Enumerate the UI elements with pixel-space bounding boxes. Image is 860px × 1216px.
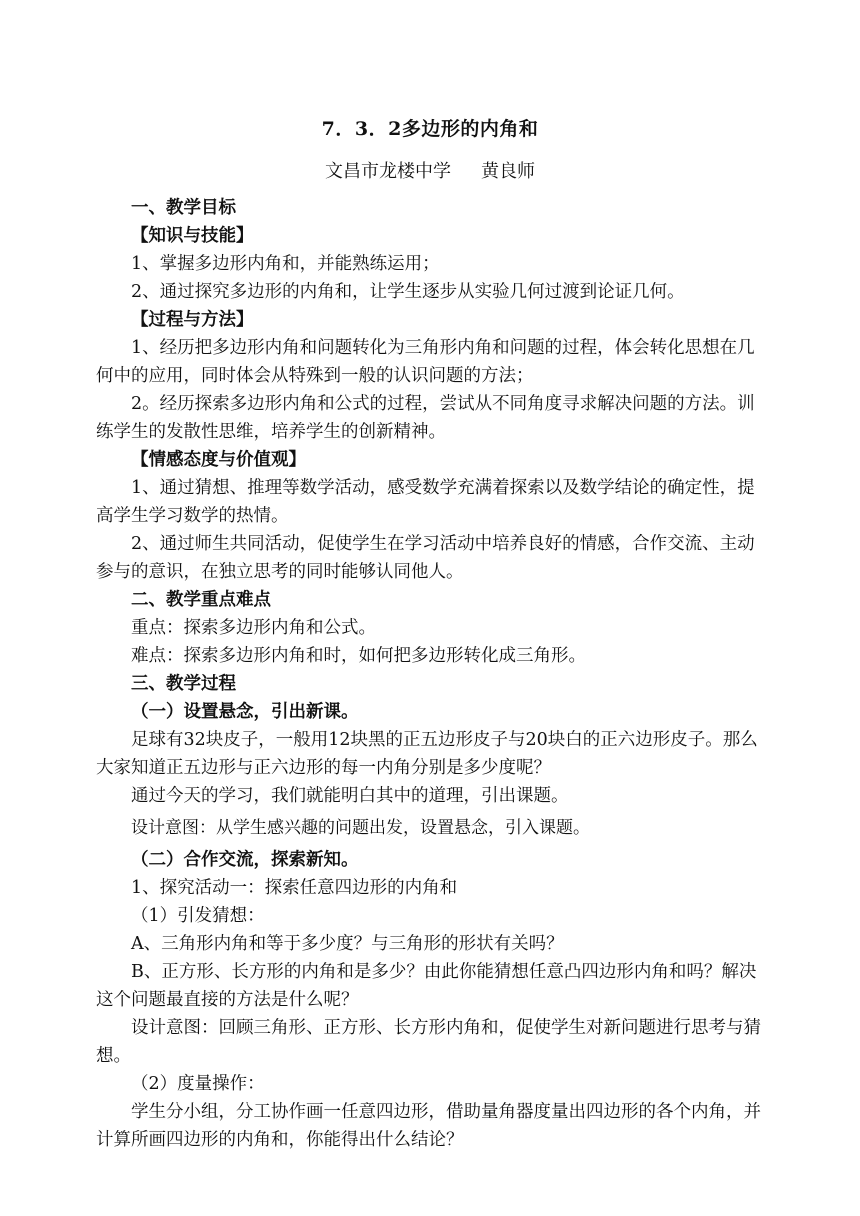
subheading-process: 【过程与方法】 bbox=[131, 310, 254, 330]
subheading-attitude: 【情感态度与价值观】 bbox=[131, 450, 306, 470]
author-line bbox=[0, 160, 860, 184]
design-note: 设计意图：回顾三角形、正方形、长方形内角和，促使学生对新问题进行思考与猜想。 bbox=[96, 1018, 761, 1066]
subheading-part-two: （二）合作交流，探索新知。 bbox=[131, 850, 359, 870]
paragraph: 1、掌握多边形内角和，并能熟练运用； bbox=[131, 254, 440, 274]
subheading-knowledge: 【知识与技能】 bbox=[131, 226, 254, 246]
document-title: 7．3．2多边形的内角和 bbox=[321, 118, 539, 140]
paragraph: 2。经历探索多边形内角和公式的过程，尝试从不同角度寻求解决问题的方法。训练学生的发散性思维，培养学生的创新精神。 bbox=[96, 394, 755, 442]
subheading-part-one: （一）设置悬念，引出新课。 bbox=[131, 702, 359, 722]
school-name: 文昌市龙楼中学 bbox=[325, 161, 451, 182]
paragraph: B、正方形、长方形的内角和是多少？由此你能猜想任意凸四边形内角和吗？解决这个问题最直接的方法是什么呢？ bbox=[96, 962, 757, 1010]
document-body bbox=[96, 194, 772, 1154]
paragraph: 通过今天的学习，我们就能明白其中的道理，引出课题。 bbox=[131, 786, 569, 806]
section-heading-key-points: 二、教学重点难点 bbox=[131, 590, 271, 610]
paragraph: A、三角形内角和等于多少度？与三角形的形状有关吗？ bbox=[131, 934, 564, 954]
paragraph: （2）度量操作： bbox=[131, 1074, 265, 1094]
section-heading-objectives: 一、教学目标 bbox=[131, 198, 236, 218]
paragraph: 1、通过猜想、推理等数学活动，感受数学充满着探索以及数学结论的确定性，提高学生学习数学的热情。 bbox=[96, 478, 755, 526]
paragraph: 2、通过师生共同活动，促使学生在学习活动中培养良好的情感，合作交流、主动参与的意识，在独立思考的同时能够认同他人。 bbox=[96, 534, 755, 582]
paragraph: 足球有32块皮子，一般用12块黑的正五边形皮子与20块白的正六边形皮子。那么大家知道正五边形与正六边形的每一内角分别是多少度呢？ bbox=[96, 730, 758, 778]
paragraph: 1、探究活动一：探索任意四边形的内角和 bbox=[131, 878, 458, 898]
paragraph: 难点：探索多边形内角和时，如何把多边形转化成三角形。 bbox=[131, 646, 586, 666]
paragraph: 1、经历把多边形内角和问题转化为三角形内角和问题的过程，体会转化思想在几何中的应用，同时体会从特殊到一般的认识问题的方法； bbox=[96, 338, 755, 386]
paragraph: 2、通过探究多边形的内角和，让学生逐步从实验几何过渡到论证几何。 bbox=[131, 282, 685, 302]
paragraph: 重点：探索多边形内角和公式。 bbox=[131, 618, 376, 638]
author-name: 黄良师 bbox=[481, 161, 535, 182]
design-note: 设计意图：从学生感兴趣的问题出发，设置悬念，引入课题。 bbox=[131, 818, 590, 838]
paragraph: 学生分小组，分工协作画一任意四边形，借助量角器度量出四边形的各个内角，并计算所画四边形的内角和，你能得出什么结论？ bbox=[96, 1102, 761, 1150]
paragraph: （1）引发猜想： bbox=[131, 906, 265, 926]
section-heading-process: 三、教学过程 bbox=[131, 674, 236, 694]
